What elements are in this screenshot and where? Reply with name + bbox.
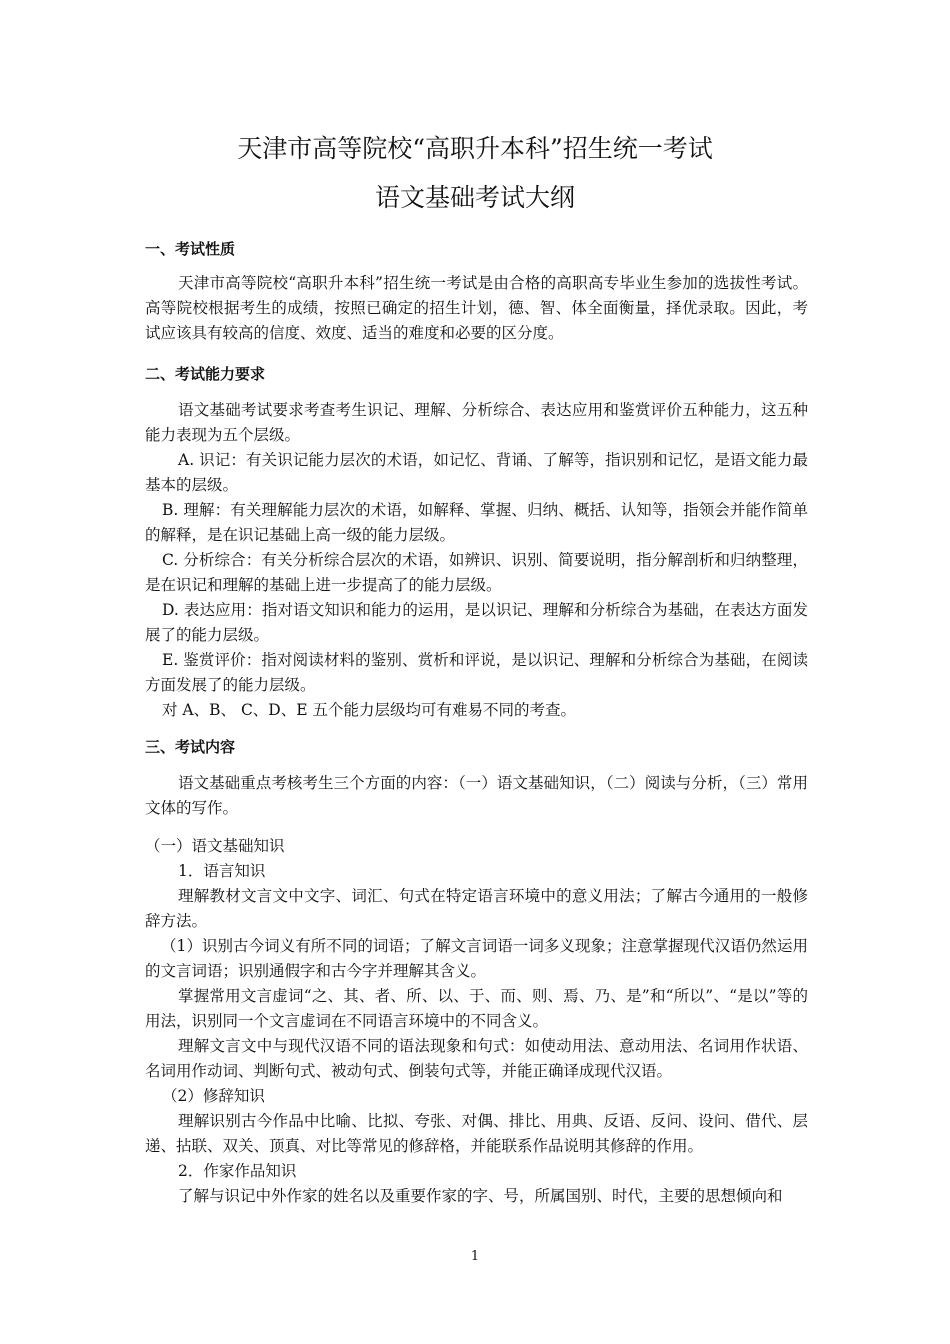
subsection-title-language-knowledge: 1．语言知识 <box>178 862 266 880</box>
language-item-1: （1）识别古今词义有所不同的词语；了解文言词语一词多义现象；注意掌握现代汉语仍然运用的文言词语；识别通假字和古今字并理解其含义。 <box>145 937 808 980</box>
ability-closing: 对 A、B、 C、D、E 五个能力层级均可有难易不同的考查。 <box>162 701 576 719</box>
paragraph-ability-intro: 语文基础考试要求考查考生识记、理解、分析综合、表达应用和鉴赏评价五种能力，这五种能力表现为五个层级。 <box>145 401 808 444</box>
section-heading-content: 三、考试内容 <box>145 738 236 756</box>
paragraph-function-words: 掌握常用文言虚词“之、其、者、所、以、于、而、则、焉、乃、是”和“所以”、“是以”等的用法，识别同一个文言虚词在不同语言环境中的不同含义。 <box>145 987 808 1030</box>
section-heading-nature: 一、考试性质 <box>145 240 236 258</box>
ability-item-d: D. 表达应用：指对语文知识和能力的运用，是以识记、理解和分析综合为基础，在表达方面发展了的能力层级。 <box>145 601 808 644</box>
paragraph-exam-nature: 天津市高等院校“高职升本科”招生统一考试是由合格的高职高专毕业生参加的选拔性考试。高等院校根据考生的成绩，按照已确定的招生计划，德、智、体全面衡量，择优录取。因此，考试应该具有较高的信度、效度、适当的难度和必要的区分度。 <box>145 274 808 342</box>
ability-item-b: B. 理解：有关理解能力层次的术语，如解释、掌握、归纳、概括、认知等，指领会并能作简单的解释，是在识记基础上高一级的能力层级。 <box>145 501 808 544</box>
language-item-2: （2）修辞知识 <box>162 1087 265 1105</box>
paragraph-grammar: 理解文言文中与现代汉语不同的语法现象和句式：如使动用法、意动用法、名词用作状语、名词用作动词、判断句式、被动句式、倒装句式等，并能正确译成现代汉语。 <box>145 1037 808 1080</box>
paragraph-rhetoric: 理解识别古今作品中比喻、比拟、夸张、对偶、排比、用典、反语、反问、设问、借代、层递、拈联、双关、顶真、对比等常见的修辞格，并能联系作品说明其修辞的作用。 <box>145 1112 808 1155</box>
paragraph-content-intro: 语文基础重点考核考生三个方面的内容：（一）语文基础知识，（二）阅读与分析，（三）常用文体的写作。 <box>145 774 808 817</box>
page-number: 1 <box>470 1249 480 1264</box>
subsection-title-basic-knowledge: （一）语文基础知识 <box>145 837 285 855</box>
subsection-title-author-works: 2．作家作品知识 <box>178 1162 297 1180</box>
ability-item-e: E. 鉴赏评价：指对阅读材料的鉴别、赏析和评说，是以识记、理解和分析综合为基础，在阅读方面发展了的能力层级。 <box>145 651 808 694</box>
paragraph-language-knowledge: 理解教材文言文中文字、词汇、句式在特定语言环境中的意义用法；了解古今通用的一般修辞方法。 <box>145 887 808 930</box>
document-title: 天津市高等院校“高职升本科”招生统一考试 <box>237 134 713 163</box>
ability-item-c: C. 分析综合：有关分析综合层次的术语，如辨识、识别、简要说明，指分解剖析和归纳整理，是在识记和理解的基础上进一步提高了的能力层级。 <box>145 551 808 594</box>
document-subtitle: 语文基础考试大纲 <box>374 183 575 212</box>
section-heading-ability: 二、考试能力要求 <box>145 365 266 383</box>
ability-item-a: A. 识记：有关识记能力层次的术语，如记忆、背诵、了解等，指识别和记忆，是语文能力最基本的层级。 <box>145 451 808 494</box>
paragraph-author-works: 了解与识记中外作家的姓名以及重要作家的字、号，所属国别、时代，主要的思想倾向和 <box>178 1187 783 1205</box>
